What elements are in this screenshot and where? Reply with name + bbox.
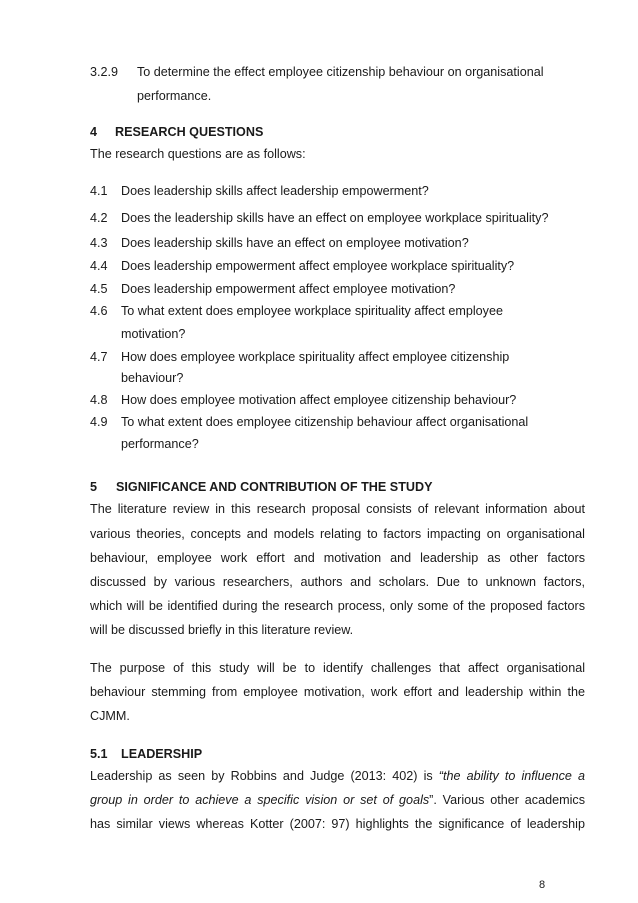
paragraph-line: The literature review in this research proposal consists of relevant information about xyxy=(90,502,585,516)
question-number: 4.8 xyxy=(90,393,108,407)
question-text: Does leadership empowerment affect employee motivation? xyxy=(121,282,456,296)
objective-number: 3.2.9 xyxy=(90,65,119,79)
paragraph-line: The purpose of this study will be to identify challenges that affect organisational xyxy=(90,661,585,675)
question-number: 4.3 xyxy=(90,236,108,250)
objective-text-line2: performance. xyxy=(137,89,212,103)
section51-heading: LEADERSHIP xyxy=(121,747,203,761)
question-text: How does employee workplace spirituality affect employee citizenship xyxy=(121,350,510,364)
question-text: To what extent does employee workplace spirituality affect employee xyxy=(121,304,503,318)
question-number: 4.9 xyxy=(90,415,108,429)
question-text-continued: behaviour? xyxy=(121,371,184,385)
section5-number: 5 xyxy=(90,480,98,494)
section4-heading: RESEARCH QUESTIONS xyxy=(115,125,264,139)
question-number: 4.5 xyxy=(90,282,108,296)
paragraph-line: discussed by various researchers, authors and scholars. Due to unknown factors, xyxy=(90,575,585,589)
quote-text: “the ability to influence a xyxy=(438,769,585,783)
question-number: 4.6 xyxy=(90,304,108,318)
question-text-continued: motivation? xyxy=(121,327,186,341)
page-number: 8 xyxy=(539,879,546,891)
paragraph-line: will be discussed briefly in this literature review. xyxy=(90,623,354,637)
section51-number: 5.1 xyxy=(90,747,108,761)
objective-text-line1: To determine the effect employee citizenship behaviour on organisational xyxy=(137,65,544,79)
question-number: 4.2 xyxy=(90,211,108,225)
paragraph-line: which will be identified during the research process, only some of the proposed factors xyxy=(90,599,585,613)
question-text: Does leadership skills have an effect on employee motivation? xyxy=(121,236,469,250)
text-run: Leadership as seen by Robbins and Judge (2013: 402) is xyxy=(90,769,439,783)
quote-text: group in order to achieve a specific vision or set of goals xyxy=(90,793,430,807)
text-run: ”. Various other academics xyxy=(429,793,585,807)
question-number: 4.7 xyxy=(90,350,108,364)
section5-heading: SIGNIFICANCE AND CONTRIBUTION OF THE STUDY xyxy=(116,480,433,494)
paragraph-line xyxy=(90,768,585,784)
question-text: Does leadership empowerment affect employee workplace spirituality? xyxy=(121,259,515,273)
section4-number: 4 xyxy=(90,125,98,139)
question-text: How does employee motivation affect employee citizenship behaviour? xyxy=(121,393,517,407)
question-text-continued: performance? xyxy=(121,437,199,451)
question-number: 4.1 xyxy=(90,184,108,198)
question-text: To what extent does employee citizenship behaviour affect organisational xyxy=(121,415,529,429)
paragraph-line: has similar views whereas Kotter (2007: 97) highlights the significance of leadership xyxy=(90,817,585,831)
paragraph-line: various theories, concepts and models relating to factors impacting on organisational xyxy=(90,527,585,541)
paragraph-line: behaviour, employee work effort and motivation and leadership as other factors xyxy=(90,551,585,565)
paragraph-line: behaviour stemming from employee motivation, work effort and leadership within the xyxy=(90,685,585,699)
paragraph-line xyxy=(90,792,585,808)
section4-intro: The research questions are as follows: xyxy=(90,147,306,161)
question-text: Does the leadership skills have an effect on employee workplace spirituality? xyxy=(121,211,549,225)
paragraph-line: CJMM. xyxy=(90,709,130,723)
question-text: Does leadership skills affect leadership empowerment? xyxy=(121,184,429,198)
question-number: 4.4 xyxy=(90,259,108,273)
